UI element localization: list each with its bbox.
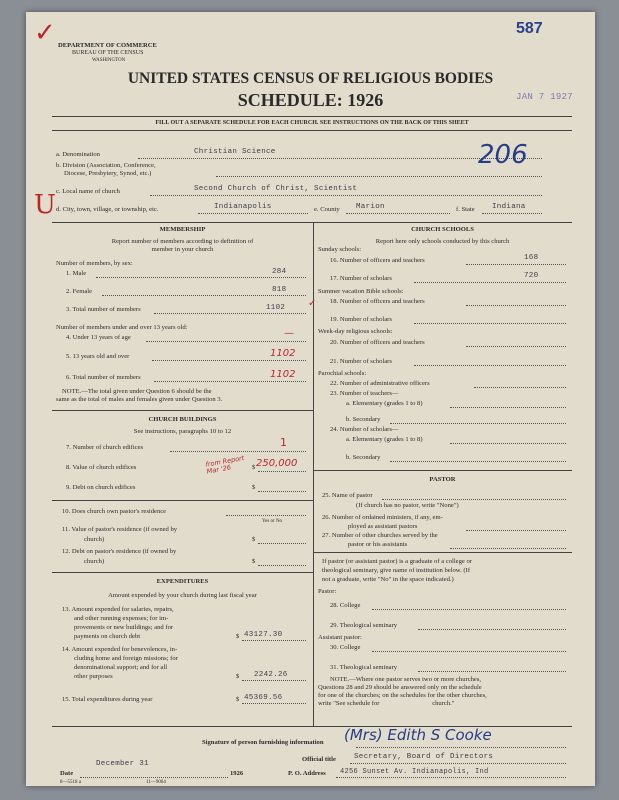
q6-value: 1102 <box>270 369 296 380</box>
instruction-line: FILL OUT A SEPARATE SCHEDULE FOR EACH CHURCH. SEE INSTRUCTIONS ON THE BACK OF THIS SHEET <box>155 120 469 126</box>
department-label: DEPARTMENT OF COMMERCE <box>58 42 157 49</box>
q10-label: 10. Does church own pastor's residence <box>62 508 167 515</box>
county-label: e. County <box>314 206 340 213</box>
membership-intro: Report number of members according to definition of <box>111 238 254 245</box>
q15-value: 45369.56 <box>244 694 283 702</box>
denomination-value: Christian Science <box>194 148 276 156</box>
city-label: WASHINGTON <box>92 58 126 63</box>
expenditures-heading: EXPENDITURES <box>156 578 209 585</box>
q30-label: 30. College <box>330 644 361 651</box>
q16-value: 168 <box>524 254 539 262</box>
schedule-title: SCHEDULE: 1926 <box>237 90 384 110</box>
q8-note: from Report Mar '26 <box>204 453 245 476</box>
form-title: UNITED STATES CENSUS OF RELIGIOUS BODIES <box>127 70 494 87</box>
census-schedule-sheet: ✓ U DEPARTMENT OF COMMERCE BUREAU OF THE CENSUS WASHINGTON 587 JAN 7 1927 UNITED STATES CENSUS OF RELIGIOUS BODIES SCHEDULE: 1926 FILL OUT A SEPARATE SCHEDULE FOR EACH CHURCH. SEE INSTRUCTIONS ON THE BACK OF THIS SHEET a. Denomination Christian Science 206 b. Division (Association, Conference, Diocese, Presbytery, Synod, etc.) c. Local name of church Second Church of Christ, Scientist d. City, town, village, or township, etc. Indianapolis e. County Marion f. State Indiana MEMBERSHIP Report number of members according to definition of member in your church Number of members, by sex: 1. Male 284 2. Female 818 3. Total number of members 1102 ✓ Number of members under and over 13 years old: 4. Under 13 years of age — 5. 13 years old and over 1102 6. Total number of members 1102 NOTE.—The total given under Question 6 should be the same as the total of males and females given under Question 3. CHURCH BUILDINGS See instructions, paragraphs 10 to 12 7. Number of church edifices 1 8. Value of church edifices from Report Mar '26 $ 250,000 9. Debt on church edifices $ 10. Does church own pastor's residence Yes or No 11. Value of pastor's residence (if owned by church) $ 12. Debt on pastor's residence (if owned by church) $ EXPENDITURES Amount expended by your church during last fiscal year 13. Amount expended for salaries, repairs, and other running expenses; for im- provements or new buildings; and for payments on church debt $ 43127.30 14. Amount expended for benevolences, in- cluding home and foreign missions; for denominational support; and for all other purposes $ 2242.26 15. Total expenditures during year $ 45369.56 CHURCH SCHOOLS Report here only schools conducted by this church Sunday schools: 16. Number of officers and teachers 168 17. Number of scholars 720 Summer vacation Bible schools: 18. Number of officers and teachers 19. Number of scholars Week-day religious schools: 20. Number of officers and teachers 21. Number of scholars Parochial schools: 22. Number of administrative officers 23. Number of teachers— a. Elementary (grades 1 to 8) b. Secondary 24. Number of scholars— a. Elementary (grades 1 to 8) b. Secondary PASTOR 25. Name of pastor (If church has no pastor, write "None") 26. Number of ordained ministers, if any, em- ployed as assistant pastors 27. Number of other churches served by the pastor or his assistants If pastor (or assistant pastor) is a graduate of a college or theological seminary, give name of institution below. (If not a graduate, write "No" in the space indicated.) Pastor: 28. College 29. Theological seminary Assistant pastor: 30. College 31. Theological seminary NOTE.—Where one pastor serves two or more churches, Questions 28 and 29 should be answered only on the schedule for one of the churches; on the schedules for the other churches, write "See schedule for church." Signature of person furnishing information (Mrs) Edith S Cooke Official title Secretary, Board of Directors Date December 31 1926 P. O. Address 4256 Sunset Av. Indianapolis, Ind 8—5518 a 11—9064 <box>26 12 595 786</box>
signature-value: (Mrs) Edith S Cooke <box>344 726 492 744</box>
q11-label: 11. Value of pastor's residence (if owned by <box>62 526 178 533</box>
form-number: 8—5518 a <box>60 780 81 785</box>
city-value: Indianapolis <box>214 203 272 211</box>
state-label: f. State <box>456 206 475 213</box>
division-label-cont: Diocese, Presbytery, Synod, etc.) <box>64 170 152 177</box>
q26-label: 26. Number of ordained ministers, if any, em- <box>322 514 443 521</box>
local-name-label: c. Local name of church <box>56 188 120 195</box>
membership-heading: MEMBERSHIP <box>159 226 206 233</box>
q7-label: 7. Number of church edifices <box>66 444 144 451</box>
q2-value: 818 <box>272 286 287 294</box>
date-value: December 31 <box>96 760 149 768</box>
q6-label: 6. Total number of members <box>66 374 141 381</box>
q8-label: 8. Value of church edifices <box>66 464 137 471</box>
q1-value: 284 <box>272 268 287 276</box>
q9-label: 9. Debt on church edifices <box>66 484 136 491</box>
official-title-value: Secretary, Board of Directors <box>354 753 494 761</box>
date-label: Date <box>60 770 74 777</box>
q18-label: 18. Number of officers and teachers <box>330 298 425 305</box>
county-value: Marion <box>356 203 385 211</box>
denomination-label: a. Denomination <box>56 151 100 158</box>
local-name-value: Second Church of Christ, Scientist <box>194 185 358 193</box>
q2-label: 2. Female <box>66 288 93 295</box>
q17-value: 720 <box>524 272 539 280</box>
q24a-label: a. Elementary (grades 1 to 8) <box>346 436 423 443</box>
q5-label: 5. 13 years old and over <box>66 353 130 360</box>
year-value: 1926 <box>230 770 244 777</box>
q23-label: 23. Number of teachers— <box>330 390 399 397</box>
q16-label: 16. Number of officers and teachers <box>330 257 425 264</box>
q23b-label: b. Secondary <box>346 416 381 423</box>
handwritten-code: 206 <box>478 140 528 170</box>
q14-label: 14. Amount expended for benevolences, in- <box>62 646 178 653</box>
q5-value: 1102 <box>270 348 296 359</box>
q22-label: 22. Number of administrative officers <box>330 380 430 387</box>
q15-label: 15. Total expenditures during year <box>62 696 153 703</box>
q27-label: 27. Number of other churches served by the <box>322 532 438 539</box>
signature-label: Signature of person furnishing information <box>202 739 324 746</box>
q3-value: 1102 <box>266 304 286 312</box>
red-u-mark: U <box>34 190 56 220</box>
q13-value: 43127.30 <box>244 631 283 639</box>
schools-heading: CHURCH SCHOOLS <box>411 226 474 233</box>
q4-label: 4. Under 13 years of age <box>66 334 131 341</box>
q1-label: 1. Male <box>66 270 87 277</box>
q17-label: 17. Number of scholars <box>330 275 392 282</box>
q7-value: 1 <box>280 436 287 449</box>
q24b-label: b. Secondary <box>346 454 381 461</box>
q14-value: 2242.26 <box>254 671 288 679</box>
official-title-label: Official title <box>302 756 336 763</box>
buildings-heading: CHURCH BUILDINGS <box>148 416 217 423</box>
address-label: P. O. Address <box>288 770 326 777</box>
q21-label: 21. Number of scholars <box>330 358 392 365</box>
q12-label: 12. Debt on pastor's residence (if owned by <box>62 548 177 555</box>
bureau-label: BUREAU OF THE CENSUS <box>72 50 144 56</box>
pastor-heading: PASTOR <box>429 476 456 483</box>
q31-label: 31. Theological seminary <box>330 664 398 671</box>
q19-label: 19. Number of scholars <box>330 316 392 323</box>
address-value: 4256 Sunset Av. Indianapolis, Ind <box>340 768 489 776</box>
q23a-label: a. Elementary (grades 1 to 8) <box>346 400 423 407</box>
red-check-mark: ✓ <box>34 18 56 48</box>
q3-label: 3. Total number of members <box>66 306 141 313</box>
serial-number: 587 <box>516 20 543 37</box>
q24-label: 24. Number of scholars— <box>330 426 399 433</box>
q8-value: 250,000 <box>256 458 298 469</box>
received-stamp: JAN 7 1927 <box>516 92 574 102</box>
q4-value: — <box>284 328 294 339</box>
print-number: 11—9064 <box>146 780 166 785</box>
city-label-field: d. City, town, village, or township, etc. <box>56 206 159 213</box>
state-value: Indiana <box>492 203 526 211</box>
division-label: b. Division (Association, Conference, <box>56 162 156 169</box>
q29-label: 29. Theological seminary <box>330 622 398 629</box>
q25-label: 25. Name of pastor <box>322 492 373 499</box>
q13-label: 13. Amount expended for salaries, repairs, <box>62 606 174 613</box>
q20-label: 20. Number of officers and teachers <box>330 339 425 346</box>
q28-label: 28. College <box>330 602 361 609</box>
